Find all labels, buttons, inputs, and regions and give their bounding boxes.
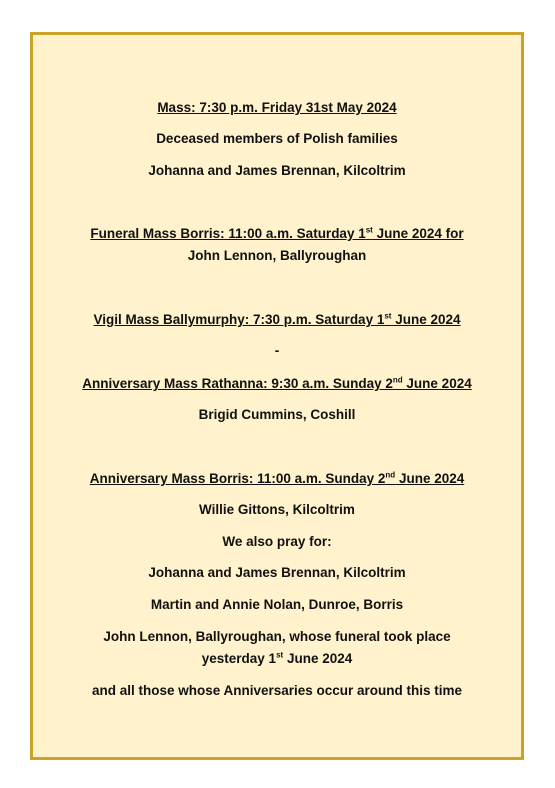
vigil-heading-text: Vigil Mass Ballymurphy: 7:30 p.m. Saturday 1 [93, 312, 385, 327]
borris-heading-ordinal: nd [385, 470, 396, 480]
notice-frame [30, 32, 524, 760]
pray-nolan: Martin and Annie Nolan, Dunroe, Borris [150, 597, 404, 612]
rathanna-heading-ordinal: nd [392, 375, 403, 385]
brennan-intention: Johanna and James Brennan, Kilcoltrim [148, 163, 406, 178]
rathanna-heading-rest: June 2024 [402, 376, 472, 391]
lennon-line-2-ordinal: st [276, 650, 284, 660]
vigil-mass-heading [33, 311, 521, 329]
rathanna-heading-text: Anniversary Mass Rathanna: 9:30 a.m. Sunday 2 [82, 376, 393, 391]
lennon-line-2-rest: June 2024 [283, 651, 353, 666]
borris-heading-text: Anniversary Mass Borris: 11:00 a.m. Sunday 2 [89, 471, 386, 486]
funeral-heading-ordinal: st [365, 225, 373, 235]
pray-brennan: Johanna and James Brennan, Kilcoltrim [148, 565, 406, 580]
funeral-name: John Lennon, Ballyroughan [187, 248, 367, 263]
funeral-heading-rest: June 2024 for [372, 226, 464, 241]
polish-families-intention: Deceased members of Polish families [156, 131, 398, 146]
lennon-line-2-text: yesterday 1 [201, 651, 277, 666]
vigil-dash: - [274, 343, 280, 358]
closing-line: and all those whose Anniversaries occur around this time [91, 683, 463, 698]
rathanna-name: Brigid Cummins, Coshill [198, 407, 356, 422]
mass-heading: Mass: 7:30 p.m. Friday 31st May 2024 [157, 100, 397, 115]
pray-lennon-line-1: John Lennon, Ballyroughan, whose funeral took place [103, 629, 451, 644]
rathanna-mass-heading [33, 375, 521, 393]
funeral-heading-text: Funeral Mass Borris: 11:00 a.m. Saturday 1 [90, 226, 366, 241]
pray-lennon-line-2 [33, 650, 521, 668]
pray-for-heading: We also pray for: [222, 534, 332, 549]
borris-heading-rest: June 2024 [395, 471, 465, 486]
borris-name: Willie Gittons, Kilcoltrim [199, 502, 355, 517]
funeral-mass-heading [33, 225, 521, 243]
vigil-heading-ordinal: st [384, 311, 392, 321]
borris-anniversary-heading [33, 470, 521, 488]
vigil-heading-rest: June 2024 [391, 312, 461, 327]
